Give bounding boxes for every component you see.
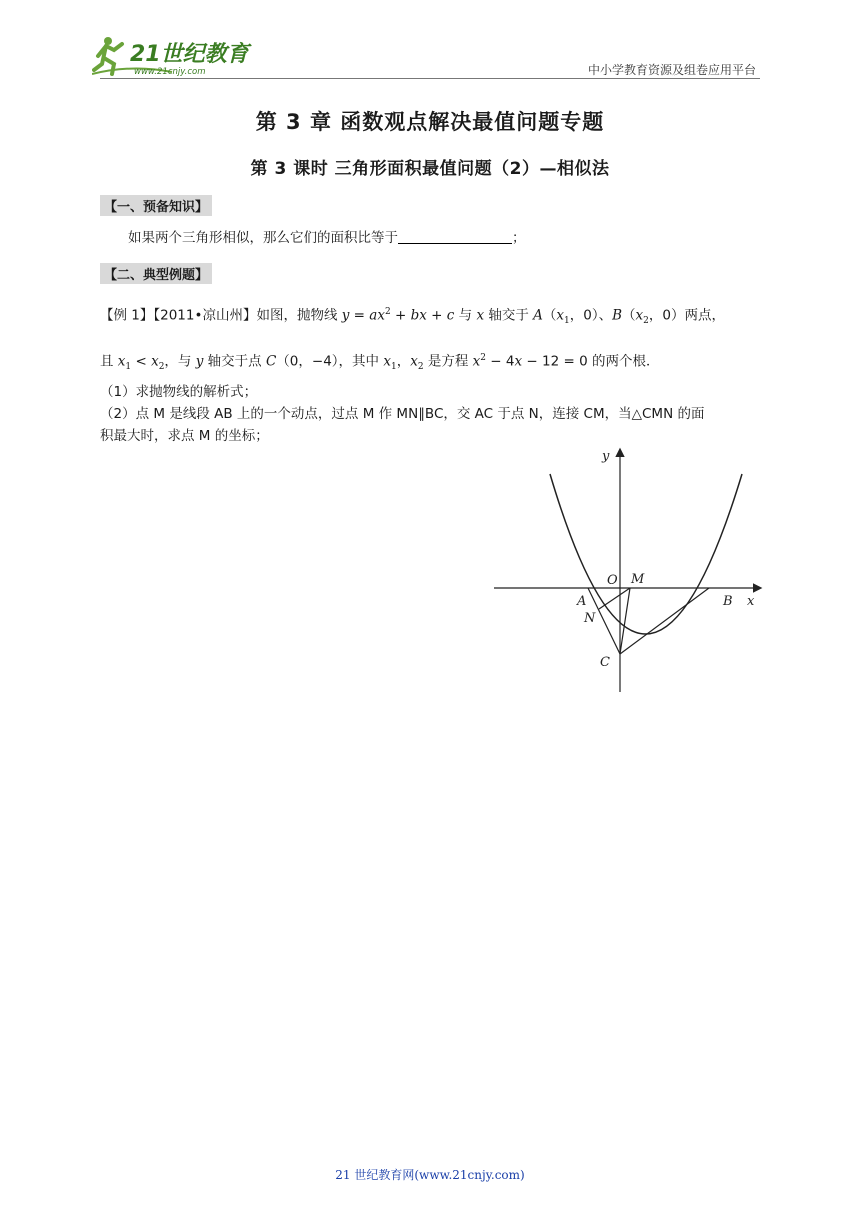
label-o: O <box>607 573 618 588</box>
section-examples-label: 【二、典型例题】 <box>100 263 212 284</box>
label-x: x <box>747 594 755 609</box>
question-2-line-1: （2）点 M 是线段 AB 上的一个动点，过点 M 作 MN∥BC，交 AC 于点 N，连接 CM，当△CMN 的面 <box>100 406 705 422</box>
page-title: 第 3 章 函数观点解决最值问题专题 <box>255 110 605 134</box>
label-b: B <box>723 594 733 609</box>
parabola-curve <box>550 474 742 634</box>
label-a: A <box>577 594 587 609</box>
header-platform-text: 中小学教育资源及组卷应用平台 <box>587 63 756 77</box>
header-divider <box>100 78 760 79</box>
segment-bc <box>620 588 709 654</box>
label-y: y <box>602 449 610 464</box>
label-n: N <box>584 611 596 626</box>
page-subtitle: 第 3 课时 三角形面积最值问题（2）—相似法 <box>250 159 610 179</box>
example-line-2: 且 $x_1 < x_2$，与 y 轴交于点 C（0，−4），其中 $x_1$，$x_2$ 是方程 $x^2 - 4x - 12 = 0$ 的两个根． <box>100 353 660 373</box>
section-preparation-label: 【一、预备知识】 <box>100 195 212 216</box>
footer-text: 21 世纪教育网(www.21cnjy.com) <box>335 1168 525 1182</box>
segment-mn <box>599 588 630 609</box>
preparation-text: 如果两个三角形相似，那么它们的面积比等于 ； <box>128 230 526 246</box>
answer-blank <box>398 229 512 244</box>
parabola-figure <box>490 444 770 694</box>
example-line-1: 【例 1】【2011•凉山州】如图，抛物线 $y = ax^2$ + bx + c 与 x 轴交于 $A(x_1$，0）、$B(x_2$，0）两点， <box>100 307 725 327</box>
logo-url: www.21cnjy.com <box>134 67 206 77</box>
label-c: C <box>600 655 610 670</box>
logo <box>92 34 262 78</box>
label-m: M <box>631 572 645 587</box>
question-1: （1）求抛物线的解析式； <box>100 384 258 400</box>
segment-mc <box>620 588 630 654</box>
question-2-line-2: 积最大时，求点 M 的坐标； <box>100 428 269 444</box>
logo-text: 21世纪教育 <box>130 42 249 67</box>
